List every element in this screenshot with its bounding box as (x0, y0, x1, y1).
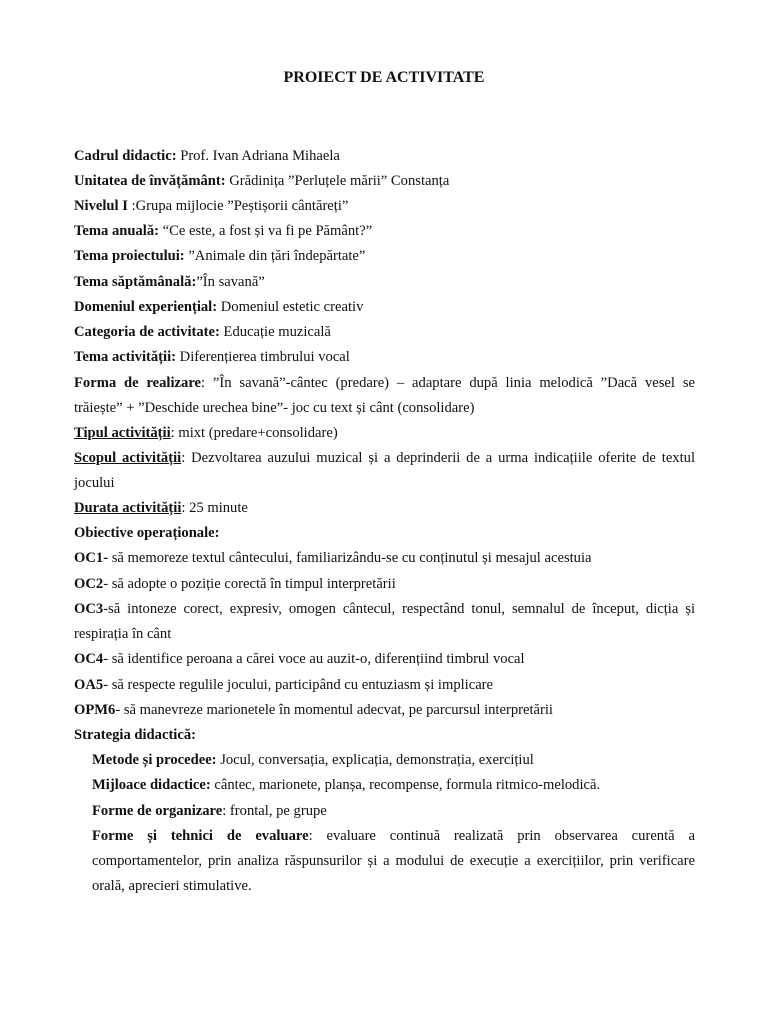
oc3-text-2: respirația în cânt (74, 626, 172, 642)
tema-sapt-label: Tema săptămânală: (74, 274, 197, 290)
forme-org-value: : frontal, pe grupe (222, 803, 327, 819)
forme-eval-value-1: : evaluare continuă realizată prin observarea curentă a (308, 828, 695, 844)
oa5-label: OA5 (74, 677, 104, 693)
forme-eval-value-2: comportamentelor, prin analiza răspunsurilor și a modului de execuție a exercițiilor, prin verificare (92, 853, 695, 869)
field-scopul-line-1 (74, 449, 695, 467)
tipul-value: : mixt (predare+consolidare) (170, 425, 338, 441)
oc4-label: OC4 (74, 651, 104, 667)
mijloace-value: cântec, marionete, planșa, recompense, formula ritmico-melodică. (210, 777, 601, 793)
objective-oc2 (74, 575, 695, 593)
oc3-text-1: -să intoneze corect, expresiv, omogen cântecul, respectând tonul, semnalul de început, dicția și (103, 601, 695, 617)
tema-sapt-value: ”În savană” (196, 274, 265, 290)
field-forma-line-2 (74, 399, 695, 417)
tema-act-label: Tema activității: (74, 349, 176, 365)
objective-oc1 (74, 549, 695, 567)
field-categoria (74, 323, 695, 341)
field-tema-saptamanala (74, 273, 695, 291)
metode-value: Jocul, conversația, explicația, demonstrația, exercițiul (216, 752, 534, 768)
categoria-label: Categoria de activitate: (74, 324, 220, 340)
field-cadru (74, 147, 695, 165)
field-scopul-line-2 (74, 474, 695, 492)
opm6-label: OPM6 (74, 702, 116, 718)
field-nivel (74, 197, 695, 215)
objective-oc3-line-1 (74, 600, 695, 618)
mijloace-label: Mijloace didactice: (92, 777, 211, 793)
objectives-heading-text: Obiective operaționale: (74, 525, 220, 541)
strategy-heading (74, 726, 695, 744)
objective-oa5 (74, 676, 695, 694)
strategy-forme-evaluare-line-2 (92, 852, 695, 870)
cadru-label: Cadrul didactic: (74, 148, 177, 164)
strategy-heading-text: Strategia didactică: (74, 727, 196, 743)
forma-value-2: trăiește” + ”Deschide urechea bine”- joc cu text și cânt (consolidare) (74, 400, 475, 416)
forme-eval-label: Forme și tehnici de evaluare (92, 828, 309, 844)
metode-label: Metode și procedee: (92, 752, 217, 768)
oa5-text: - să respecte regulile jocului, participând cu entuziasm și implicare (103, 677, 494, 693)
tema-anuala-value: “Ce este, a fost și va fi pe Pământ?” (159, 223, 373, 239)
objective-opm6 (74, 701, 695, 719)
scopul-value-2: jocului (74, 475, 115, 491)
forma-label: Forma de realizare (74, 375, 202, 391)
objectives-heading (74, 524, 695, 542)
forme-eval-value-3: orală, aprecieri stimulative. (92, 878, 252, 894)
objective-oc4 (74, 650, 695, 668)
strategy-mijloace (92, 776, 695, 794)
scopul-label: Scopul activității (74, 450, 182, 466)
domeniu-value: Domeniul estetic creativ (217, 299, 364, 315)
field-forma-line-1 (74, 374, 695, 392)
tipul-label: Tipul activității (74, 425, 171, 441)
durata-label: Durata activității (74, 500, 182, 516)
categoria-value: Educație muzicală (219, 324, 331, 340)
scopul-value-1: : Dezvoltarea auzului muzical și a deprinderii de a urma indicațiile oferite de textul (181, 450, 695, 466)
strategy-metode (92, 751, 695, 769)
tema-proiect-label: Tema proiectului: (74, 248, 185, 264)
oc1-text: să memoreze textul cântecului, familiarizându-se cu conținutul și mesajul acestuia (108, 550, 592, 566)
unitate-label: Unitatea de învățământ: (74, 173, 226, 189)
strategy-forme-evaluare-line-1 (92, 827, 695, 845)
field-tema-anuala (74, 222, 695, 240)
field-tema-proiect (74, 247, 695, 265)
strategy-forme-organizare (92, 802, 695, 820)
objective-oc3-line-2 (74, 625, 695, 643)
oc4-text: - să identifice peroana a cărei voce au auzit-o, diferențiind timbrul vocal (103, 651, 525, 667)
oc2-label: OC2 (74, 576, 104, 592)
durata-value: : 25 minute (181, 500, 248, 516)
field-durata (74, 499, 695, 517)
unitate-value: Grădinița ”Perluțele mării” Constanța (225, 173, 450, 189)
opm6-text: - să manevreze marionetele în momentul adecvat, pe parcursul interpretării (115, 702, 553, 718)
nivel-value: :Grupa mijlocie ”Peștișorii cântăreți” (127, 198, 349, 214)
tema-act-value: Diferențierea timbrului vocal (176, 349, 350, 365)
field-tema-activitatii (74, 348, 695, 366)
forme-org-label: Forme de organizare (92, 803, 223, 819)
field-unitate (74, 172, 695, 190)
strategy-forme-evaluare-line-3 (92, 877, 695, 895)
field-tipul (74, 424, 695, 442)
forma-value-1: : ”În savană”-cântec (predare) – adaptare după linia melodică ”Dacă vesel se (201, 375, 695, 391)
cadru-value: Prof. Ivan Adriana Mihaela (176, 148, 340, 164)
oc1-label: OC1- (74, 550, 109, 566)
nivel-label: Nivelul I (74, 198, 128, 214)
document-title: PROIECT DE ACTIVITATE (283, 69, 485, 86)
domeniu-label: Domeniul experiențial: (74, 299, 218, 315)
oc2-text: - să adopte o poziție corectă în timpul interpretării (103, 576, 396, 592)
field-domeniu (74, 298, 695, 316)
oc3-label: OC3 (74, 601, 104, 617)
tema-anuala-label: Tema anuală: (74, 223, 160, 239)
tema-proiect-value: ”Animale din țări îndepărtate” (184, 248, 366, 264)
